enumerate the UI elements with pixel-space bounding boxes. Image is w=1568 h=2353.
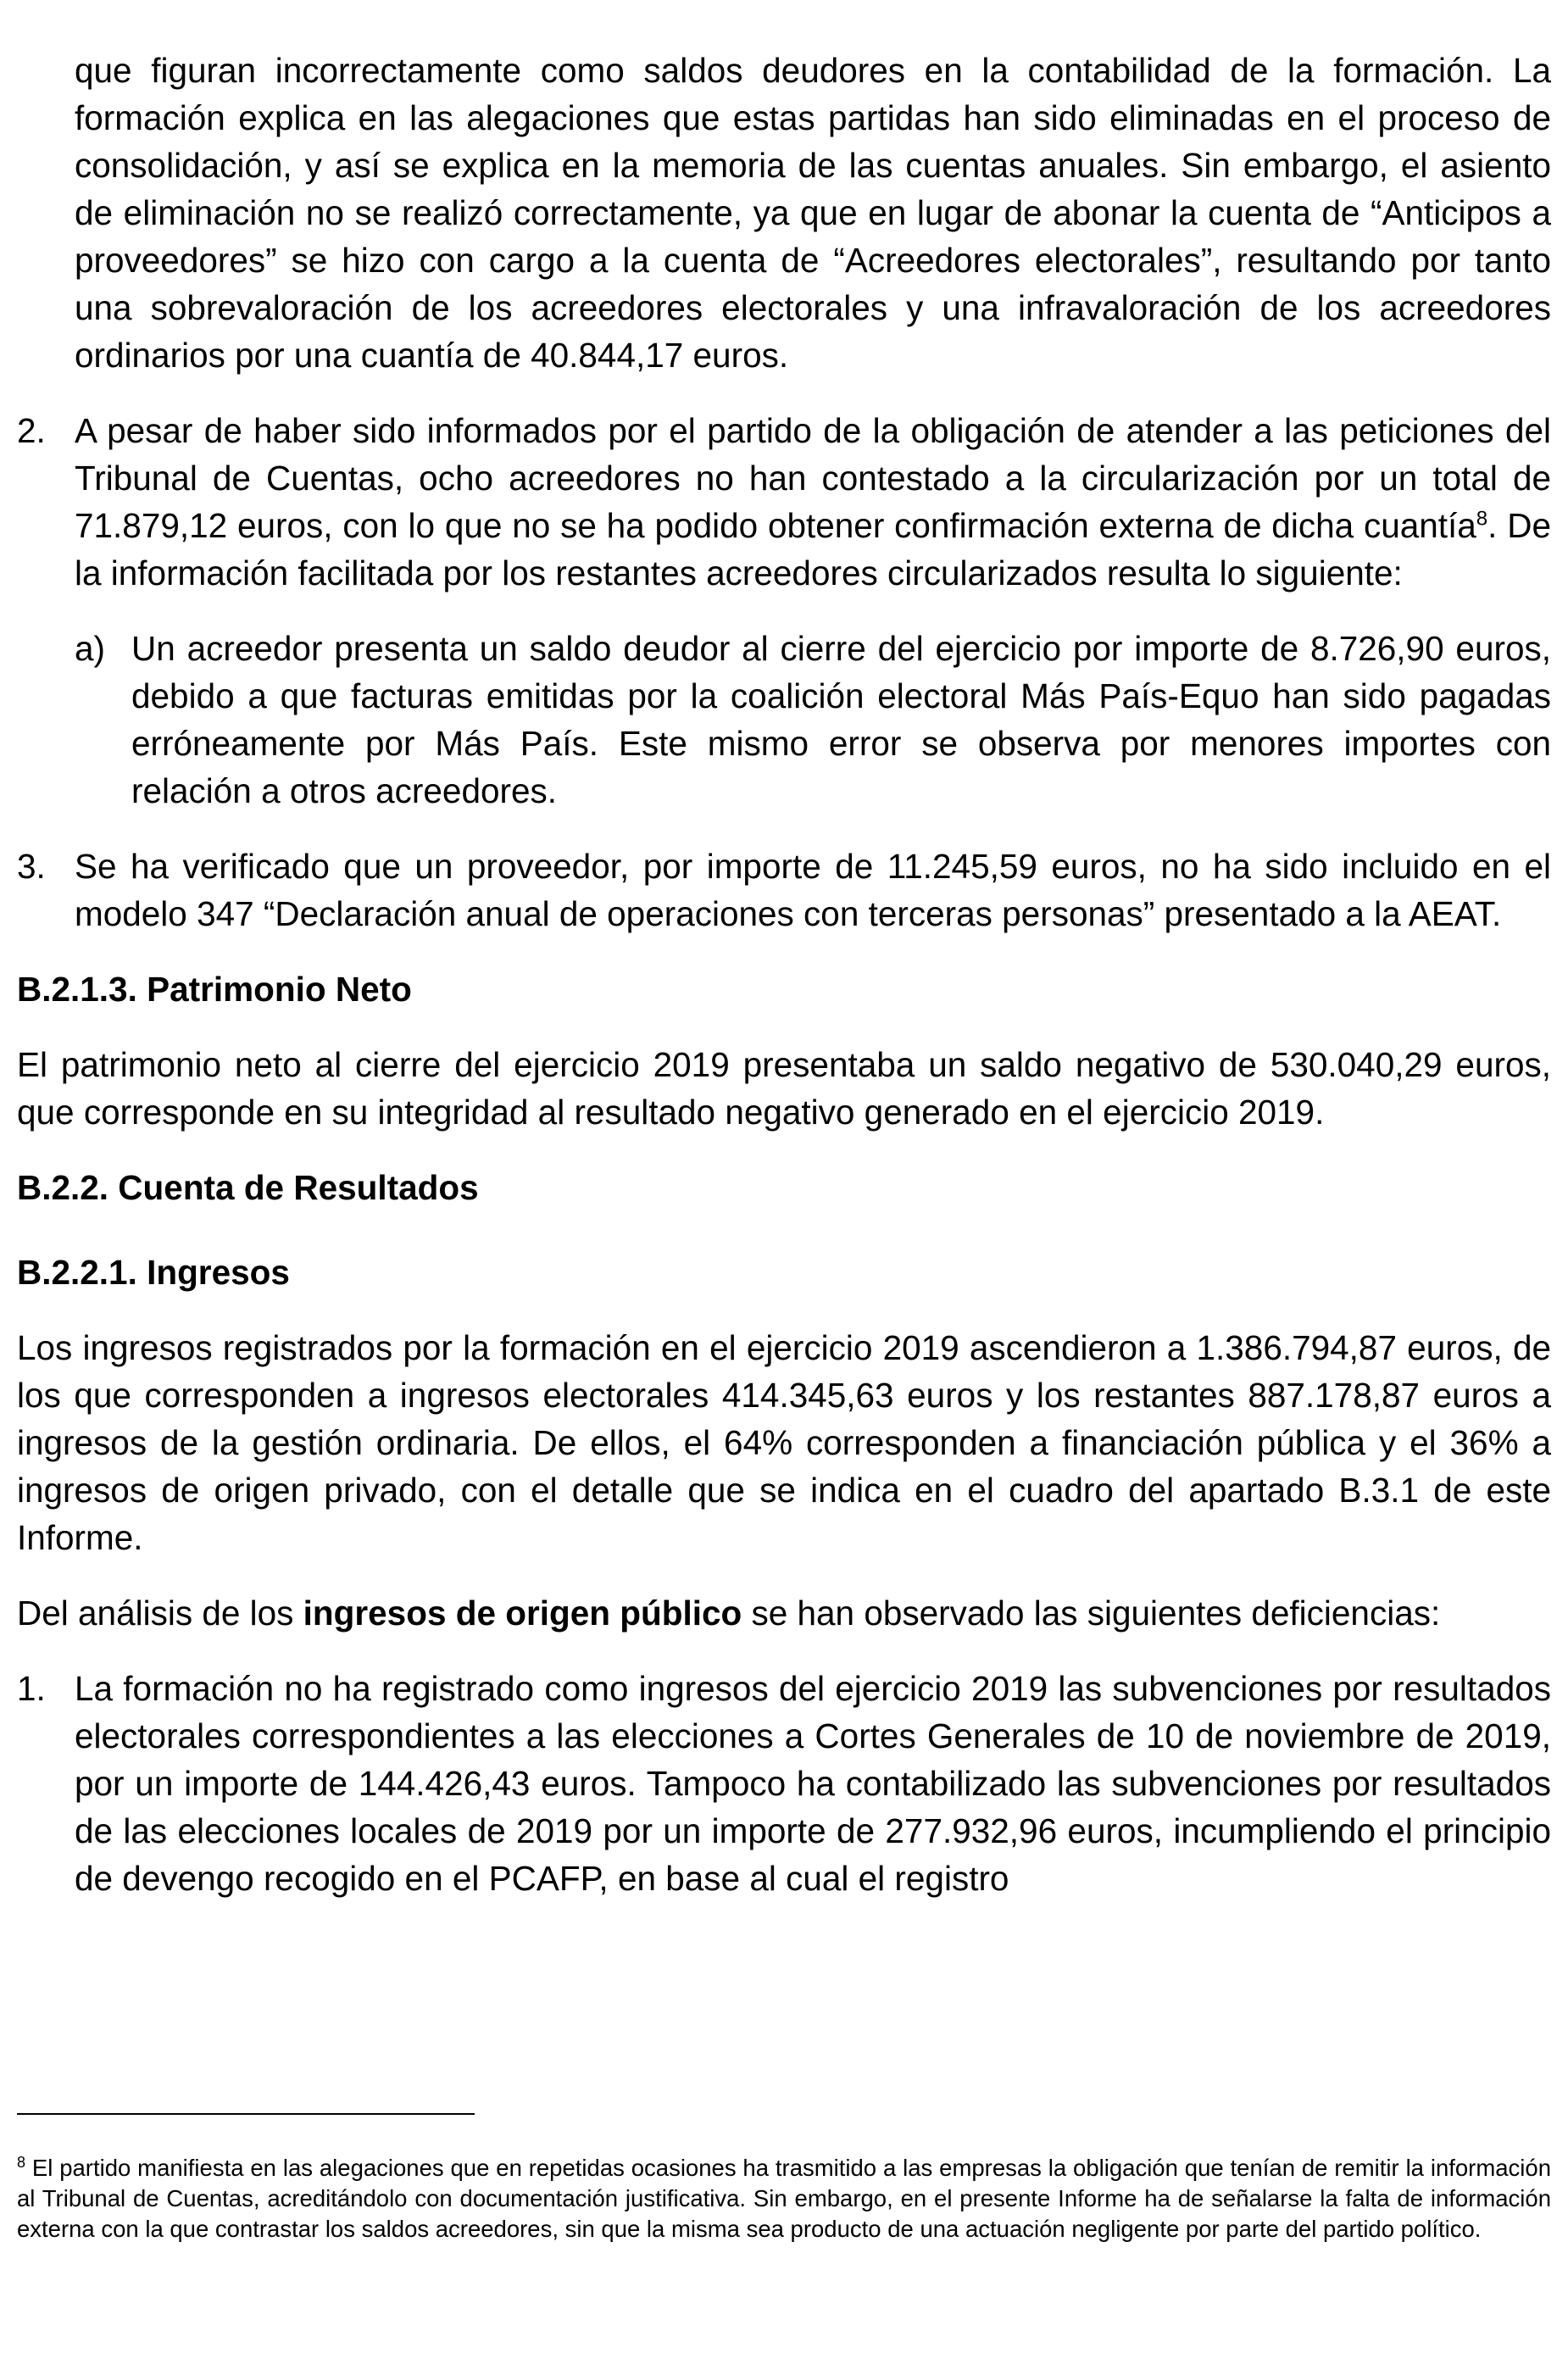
sub-list-item-text: Un acreedor presenta un saldo deudor al cierre del ejercicio por importe de 8.726,90 euros, debido a que facturas emitidas por la coalición electoral Más País-Equo han sido pagadas erróneamente por Más País. Este mismo error se observa por menores importes con relación a otros acreedores. [131,629,1551,810]
section-heading-patrimonio: B.2.1.3. Patrimonio Neto [17,970,412,1009]
footnote-reference[interactable]: 8 [1476,507,1488,531]
footnote-marker: 8 [17,2153,26,2171]
continuation-paragraph: que figuran incorrectamente como saldos deudores en la contabilidad de la formación. La formación explica en las alegaciones que estas partidas han sido eliminadas en el proceso de consolidación, y así se explica en la memoria de las cuentas anuales. Sin embargo, el asiento de eliminación no se realizó correctamente, ya que en lugar de abonar la cuenta de “Anticipos a proveedores” se hizo con cargo a la cuenta de “Acreedores electorales”, resultando por tanto una sobrevaloración de los acreedores electorales y una infravaloración de los acreedores ordinarios por una cuantía de 40.844,17 euros. [75,51,1551,375]
analisis-paragraph [17,1589,1551,1637]
sub-list-item-a [17,625,1551,815]
ingresos-paragraph: Los ingresos registrados por la formación en el ejercicio 2019 ascendieron a 1.386.794,87 euros, de los que corresponden a ingresos electorales 414.345,63 euros y los restantes 887.178,87 euros a ingresos de la gestión ordinaria. De ellos, el 64% corresponden a financiación pública y el 36% a ingresos de origen privado, con el detalle que se indica en el cuadro del apartado B.3.1 de este Informe. [17,1328,1551,1557]
section-heading-ingresos: B.2.2.1. Ingresos [17,1253,290,1292]
list-item-text [75,407,1551,597]
public-income-list-item-1 [17,1665,1551,1902]
analisis-text-part: se han observado las siguientes deficiencias: [742,1594,1441,1633]
footnote-8 [17,2153,1551,2245]
sub-list-item-letter: a) [75,629,106,668]
analisis-bold-text: ingresos de origen público [303,1594,742,1633]
section-heading-cuenta-resultados: B.2.2. Cuenta de Resultados [17,1168,479,1207]
list-item-text-part: A pesar de haber sido informados por el partido de la obligación de atender a las peticiones del Tribunal de Cuentas, ocho acreedores no han contestado a la circularización por un total de 71.879,12 euros, con lo que no se ha podido obtener confirmación externa de dicha cuantía [75,411,1551,545]
analisis-text-part: Del análisis de los [17,1594,303,1633]
list-item-text: La formación no ha registrado como ingresos del ejercicio 2019 las subvenciones por resultados electorales correspondientes a las elecciones a Cortes Generales de 10 de noviembre de 2019, por un importe de 144.426,43 euros. Tampoco ha contabilizado las subvenciones por resultados de las elecciones locales de 2019 por un importe de 277.932,96 euros, incumpliendo el principio de devengo recogido en el PCAFP, en base al cual el registro [75,1669,1551,1898]
list-item-2 [17,407,1551,597]
list-item-number: 2. [17,411,46,450]
list-item-text-part: . De la información facilitada por los restantes acreedores circularizados resulta lo siguiente: [75,506,1551,592]
list-item-number: 1. [17,1669,46,1708]
document-body [17,47,1551,1902]
list-item-text: Se ha verificado que un proveedor, por importe de 11.245,59 euros, no ha sido incluido en el modelo 347 “Declaración anual de operaciones con terceras personas” presentado a la AEAT. [75,847,1551,933]
footnote-text: El partido manifiesta en las alegaciones que en repetidas ocasiones ha trasmitido a las empresas la obligación que tenían de remitir la información al Tribunal de Cuentas, acreditándolo con documentación justificativa. Sin embargo, en el presente Informe ha de señalarse la falta de información externa con la que contrastar los saldos acreedores, sin que la misma sea producto de una actuación negligente por parte del partido político. [17,2155,1551,2242]
patrimonio-paragraph: El patrimonio neto al cierre del ejercicio 2019 presentaba un saldo negativo de 530.040,29 euros, que corresponde en su integridad al resultado negativo generado en el ejercicio 2019. [17,1045,1551,1132]
footnote-separator [17,2113,475,2115]
list-item-3 [17,843,1551,937]
list-item-number: 3. [17,847,46,886]
